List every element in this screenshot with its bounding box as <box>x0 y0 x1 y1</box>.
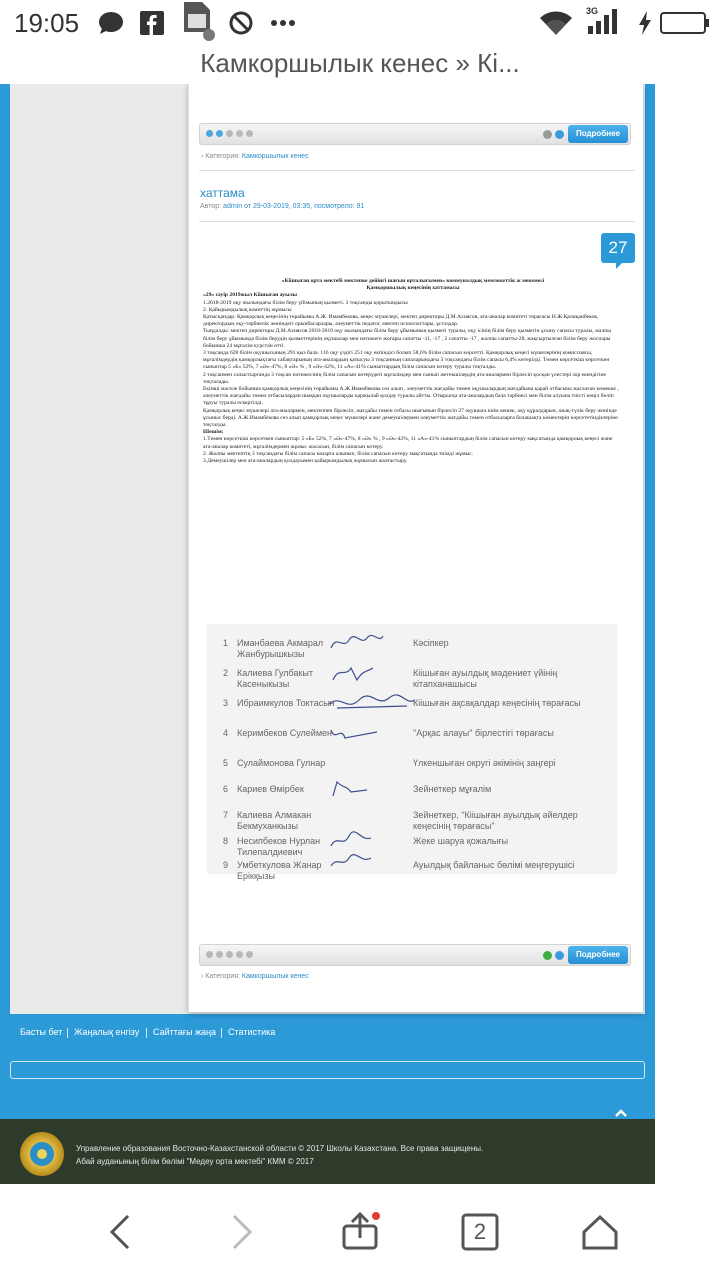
status-bar <box>0 0 720 46</box>
sim-card-icon <box>182 2 216 42</box>
signature-sheet: 1 Иманбаева Акмарал Жанбурышкызы Кәсіпкер 2 Калиева Гулбакыт Касеныкызы Кіішыған ауылдық мәдениет үйінің кітапханашысы 3 Ибраимкулов Токтасын Кіішыған ақсақалдар кеңесінің төрағасы 4 Керимбеков Сулеймен "Арқас алауы" бірлестігі төрағасы 5 Сулаймонова Гулнар Үлкеншыған округі әкімінің заңгері 6 Кариев Өмірбек Зейнеткер мұғалім 7 Калиева Алмакан Бекмуханкызы Зейнеткер, "Кіішыған ауылдық әйелдер кеңесінің төрағасы" 8 Несипбеков Нурлан Тилепалдиевич Жеке шаруа қожалығы 9 Умбеткулова Жанар Ерікқызы Ауылдық байланыс бөлімі меңгерушісі <box>207 624 617 874</box>
more-button[interactable]: Подробнее <box>568 946 628 964</box>
home-button[interactable] <box>578 1210 622 1254</box>
browser-nav-bar <box>0 1184 720 1280</box>
rating-star[interactable] <box>236 130 243 137</box>
doc-line: 2. Жалпы мектептің 3 тоқсандағы білім сапасы назарға алынып, білім сапасын көтеру мақсатында тиімді жұмыс. <box>203 450 474 457</box>
page-right-margin <box>655 84 720 1184</box>
doc-line: 1.2018-2019 оқу жылындағы білім беру үйімының қызметі. 3 тоқсанды қорытындысы <box>203 299 408 306</box>
doc-line: 2 тоқсанмен салыстырғанда 3 тоқсан нәтижесінің білім сапасын көтерудегі мұғалімдер мен сынып жетекшілердің ата-аналармен бірлесіп қосқан үлестері зор екендігіне тоқталады. <box>203 371 606 385</box>
chevron-left-icon <box>108 1213 132 1251</box>
handwritten-signature <box>327 830 377 852</box>
post-toolbar-top <box>199 123 631 145</box>
rating-stars[interactable] <box>206 130 253 137</box>
divider <box>221 1028 222 1038</box>
rating-star[interactable] <box>226 951 233 958</box>
comment-icon[interactable] <box>555 951 564 960</box>
rating-star[interactable] <box>246 951 253 958</box>
signal-3g-icon: 3G <box>586 6 622 36</box>
author-link[interactable]: admin <box>223 203 243 210</box>
doc-line: 2. Қайырымдылық комиттің жұмысы <box>203 306 292 313</box>
chat-bubble-icon <box>98 10 124 36</box>
footer-copyright: Управление образования Восточно-Казахстанской области © 2017 Школы Казахстана. Все права защищены. <box>76 1144 484 1153</box>
facebook-icon <box>140 10 164 36</box>
post-category: › Категория: Камкоршылык кенес <box>201 973 309 980</box>
doc-subheader: Қамқоршылық кеңесінің хаттамасы <box>366 285 460 292</box>
category-link[interactable]: Камкоршылык кенес <box>241 153 309 160</box>
divider <box>67 1028 68 1038</box>
more-dots-icon <box>270 10 296 36</box>
info-icon[interactable] <box>543 130 552 139</box>
document-image <box>203 278 623 465</box>
doc-line: Қамқорлық кеңес мүшелері ата-аналармен, мектеппен бірлесіп, жағдайы төмен отбасы шығынын бірлесіп 27 оқушыға киім кешек, оқу құралдарын, азық-түлік беру жөнінде ұсыныс берді. А.Ж.Имамбекова сөз алып қамқорлық кеңес мүшелері және демеушілермен әлеуметтік жағдайы төмен отбасыларға болашақта көмектерін көрсететіндіктеріне тоқталды. <box>203 407 618 429</box>
category-link[interactable]: Камкоршылык кенес <box>241 973 309 980</box>
page-title: Камкоршылык кенес » Кі... <box>200 48 520 78</box>
back-button[interactable] <box>98 1210 142 1254</box>
rating-star[interactable] <box>206 951 213 958</box>
rating-star[interactable] <box>226 130 233 137</box>
rating-star[interactable] <box>246 130 253 137</box>
web-viewport[interactable] <box>0 84 720 1184</box>
category-arrow-icon: › <box>201 973 204 980</box>
more-button[interactable]: Подробнее <box>568 125 628 143</box>
handwritten-signature <box>327 778 387 800</box>
charging-icon <box>638 10 652 36</box>
content-column <box>188 84 643 1012</box>
handwritten-signature <box>327 662 387 684</box>
doc-header: «Кіішыған орта мектебі мектепке дейінгі шағын орталығымен» коммуналдық мемлекеттік ж мекемесі <box>281 278 545 284</box>
search-input[interactable] <box>10 1061 645 1079</box>
doc-line: 1.Төмен көрсеткіш көрсеткен сыныптар: 5 «Б» 52%, 7 «Ә»-47%, 8 «Ә» % , 9 «Ә»-42%, 11 «А»-41% сыныптардың білім сапасын көтеру мақсатында қамқорлық кеңесі және ата-аналар комитеті, мұғалімдермен жұмыс жасасын, білім сапасын көтеру. <box>203 436 613 450</box>
wifi-icon <box>540 10 572 36</box>
post-meta: Автор: admin от 29-03-2019, 03:35, посмотрело: 91 <box>200 203 365 210</box>
chevron-right-icon <box>230 1213 254 1251</box>
divider <box>199 170 635 171</box>
kazakhstan-emblem-icon <box>20 1132 64 1176</box>
doc-line: Шешім: <box>203 429 224 436</box>
site-footer <box>0 1119 655 1184</box>
status-time: 19:05 <box>14 8 80 38</box>
handwritten-signature <box>327 722 387 744</box>
rating-star[interactable] <box>206 130 213 137</box>
share-icon <box>338 1210 382 1254</box>
battery-icon <box>660 10 710 36</box>
doc-line: Екінші мәселе бойынша қамқорлық кеңесінің төрайымы А.Ж.Имамбекова сөз алып , әлеуметтік жағдайы төмен оқушылардың жағдайына қарай отбасына жасалған көмекке , әлеуметтік жағдайы төмен отбасылардан шыққан оқушыларды қаржылай қолдау туралы айтты. Отырысқа ата-аналардың бала тәрбиесі мен білім алуына тиісті көңіл бөліп тұруы туралы ескертілді. <box>203 386 619 407</box>
footer-link-new[interactable]: Сайттағы жаңа <box>153 1027 217 1037</box>
doc-date-line: «29» сәуір 2019жыл Кіішыған ауылы <box>203 292 297 299</box>
doc-line: Қатысқандар: Қамқорлық кеңесінің төрайымы А.Ж. Имамбекова, кеңес мүшелері, мектеп директоры Д.М.Ахиясов, ата-аналар комитеті төрағасы Н.Ж.Қалиқанбеков, директордың оқу-тәрбиелік жөніндегі орынбасарлары, әлеуметтік педагог, мектеп психологтары, ұстаздар. <box>203 314 599 328</box>
tab-count: 2 <box>473 1219 487 1244</box>
post-toolbar-bottom <box>199 944 631 966</box>
tabs-button[interactable] <box>458 1210 502 1254</box>
divider <box>146 1028 147 1038</box>
divider <box>199 221 635 222</box>
share-button[interactable] <box>338 1210 382 1254</box>
footer-link-stats[interactable]: Статистика <box>228 1027 276 1037</box>
footer-link-home[interactable]: Басты бет <box>20 1027 63 1037</box>
handwritten-signature <box>327 692 417 714</box>
comment-count-badge[interactable]: 27 <box>601 233 635 263</box>
category-arrow-icon: › <box>201 153 204 160</box>
doc-line: 3.Демеушілер мен ата-аналардың қолдауымен қайырымдылық жұмысын жалғастыру. <box>203 458 408 465</box>
chevron-up-icon <box>614 1108 628 1118</box>
home-icon <box>580 1212 620 1252</box>
post-title-link[interactable]: хаттама <box>200 186 245 200</box>
do-not-disturb-icon <box>228 10 254 36</box>
footer-school: Абай ауданының білім бөлімі "Медеу орта мектебі" КММ © 2017 <box>76 1157 314 1166</box>
forward-button[interactable] <box>220 1210 264 1254</box>
rating-star[interactable] <box>236 951 243 958</box>
rating-stars[interactable] <box>206 951 253 958</box>
post-category-top: › Категория: Камкоршылык кенес <box>201 153 309 160</box>
date-link[interactable]: от 29-03-2019, 03:35, посмотрело: 91 <box>244 203 365 210</box>
rating-star[interactable] <box>216 951 223 958</box>
handwritten-signature <box>327 632 387 654</box>
comment-icon[interactable] <box>555 130 564 139</box>
footer-link-add-news[interactable]: Жаңалық енгізу <box>74 1027 140 1037</box>
doc-line: Тыңдалды: мектеп директоры Д.М.Ахиясов 2018-2019 оқу жылындағы білім беру ұйымының қызметі туралы, оқу ісінің білім беру қызметін ұсыну сапасы туралы, жалпы білім беру ұйымында білім берудің қызметтерінің оқушылар мен нәтижеге жоғары сапатты -11, -17 , 2 сапатты -17 , жалпы сапатты-28, жақсыртылған білім беру жоспары бойынша 24 мұғалім курстан өтті. <box>203 328 612 349</box>
handwritten-signature <box>327 854 377 870</box>
info-icon[interactable] <box>543 951 552 960</box>
rating-star[interactable] <box>216 130 223 137</box>
doc-line: 3 тоқсанда 628 білім оқушысының 291 қыз бала. 116 оқу үздігі 251 оқу екпіндісі болып 58,6% білім сапасын көрсетті. Қамқорлық кеңесі мүшелерінің комиссиясы, мұғалімдердің қамқорлықтағы сабақтарының ата-аналардың қатысуы 3 тоқсанның сапаларындағы 3 тоқсандағы білім сапасы 6,4% көтерілді. Төмен көрсеткіш көрсеткен сыныптар 5 «Б» 52%, 7 «Ә»-47%, 8 «Ә» % , 9 «Ә»-42%, 11 «А»-41% сыныптардың білім сапасын көтеру туралы тоқталды. <box>203 350 610 371</box>
